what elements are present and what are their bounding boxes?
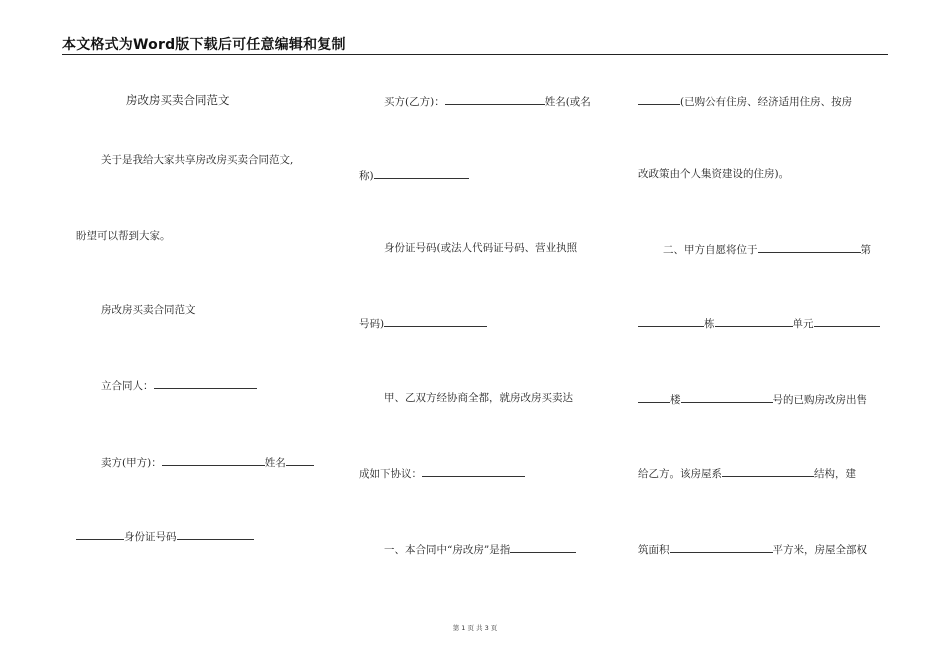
clause-1-blank <box>510 542 576 553</box>
clause-2-end: 第 <box>860 244 871 256</box>
buyer-blank <box>445 94 545 105</box>
area-end-text: 平方米，房屋全部权 <box>772 544 867 556</box>
floor-label: 楼 <box>670 394 681 406</box>
structure-blank <box>722 466 814 477</box>
buyer-name-blank <box>374 168 469 179</box>
seller-blank <box>162 455 265 466</box>
house-type-line-2: 改政策由个人集资建设的住房)。 <box>638 168 790 180</box>
structure-text: 结构，建 <box>814 468 856 480</box>
clause-2-label: 二、甲方自愿将位于 <box>663 244 758 256</box>
agreement-label: 成如下协议： <box>359 468 422 480</box>
agreement-line-1: 甲、乙双方经协商全都，就房改房买卖达 <box>384 392 573 404</box>
to-buyer-text: 给乙方。该房屋系 <box>638 468 722 480</box>
sell-text: 号的已购房改房出售 <box>772 394 867 406</box>
agreement-line-2 <box>359 466 525 481</box>
buyer-id-line-2 <box>359 316 487 331</box>
area-line <box>638 542 867 557</box>
seller-name-label: 姓名 <box>264 457 286 469</box>
buyer-name-line-2 <box>359 168 469 183</box>
signatory-label: 立合同人： <box>101 380 154 392</box>
building-blank <box>715 316 793 327</box>
buyer-id-line-1: 身份证号码(或法人代码证号码、营业执照 <box>384 242 578 254</box>
seller-id-prefix-blank <box>76 529 124 540</box>
header-divider <box>62 54 888 55</box>
signatory-blank <box>154 378 257 389</box>
signatory-line <box>101 378 257 393</box>
house-type-blank <box>638 94 680 105</box>
buyer-label: 买方(乙方)： <box>384 96 445 108</box>
top-banner: 本文格式为Word版下载后可任意编辑和复制 <box>62 37 346 53</box>
building-label: 栋 <box>704 318 715 330</box>
section-subtitle: 房改房买卖合同范文 <box>101 304 196 316</box>
seller-id-label: 身份证号码 <box>124 531 177 543</box>
page-number: 第 1 页 共 3 页 <box>452 624 498 632</box>
clause-1-line <box>384 542 576 557</box>
building-unit-line <box>638 316 880 331</box>
floor-blank <box>638 392 670 403</box>
clause-2-line-1 <box>663 242 871 257</box>
area-blank <box>670 542 773 553</box>
seller-label: 卖方(甲方)： <box>101 457 162 469</box>
structure-line <box>638 466 856 481</box>
number-blank <box>638 316 704 327</box>
document-title: 房改房买卖合同范文 <box>126 93 230 107</box>
unit-blank <box>814 316 880 327</box>
intro-line-2: 盼望可以帮到大家。 <box>76 230 171 242</box>
buyer-id-blank <box>384 316 487 327</box>
room-blank <box>681 392 773 403</box>
buyer-name-label-2: 称) <box>359 170 374 182</box>
buyer-line <box>384 94 591 109</box>
floor-line <box>638 392 867 407</box>
seller-id-blank <box>177 529 254 540</box>
seller-id-line <box>76 529 254 544</box>
buyer-name-label: 姓名(或名 <box>544 96 591 108</box>
house-type-text: (已购公有住房、经济适用住房、按房 <box>680 96 853 108</box>
intro-line-1: 关于是我给大家共享房改房买卖合同范文, <box>101 154 294 166</box>
unit-label: 单元 <box>792 318 814 330</box>
location-blank <box>758 242 861 253</box>
seller-line <box>101 455 314 470</box>
clause-1-label: 一、本合同中“房改房”是指 <box>384 544 511 556</box>
agreement-blank <box>422 466 525 477</box>
area-label: 筑面积 <box>638 544 670 556</box>
seller-name-blank <box>286 455 314 466</box>
buyer-id-label: 号码) <box>359 318 385 330</box>
house-type-line <box>638 94 852 109</box>
